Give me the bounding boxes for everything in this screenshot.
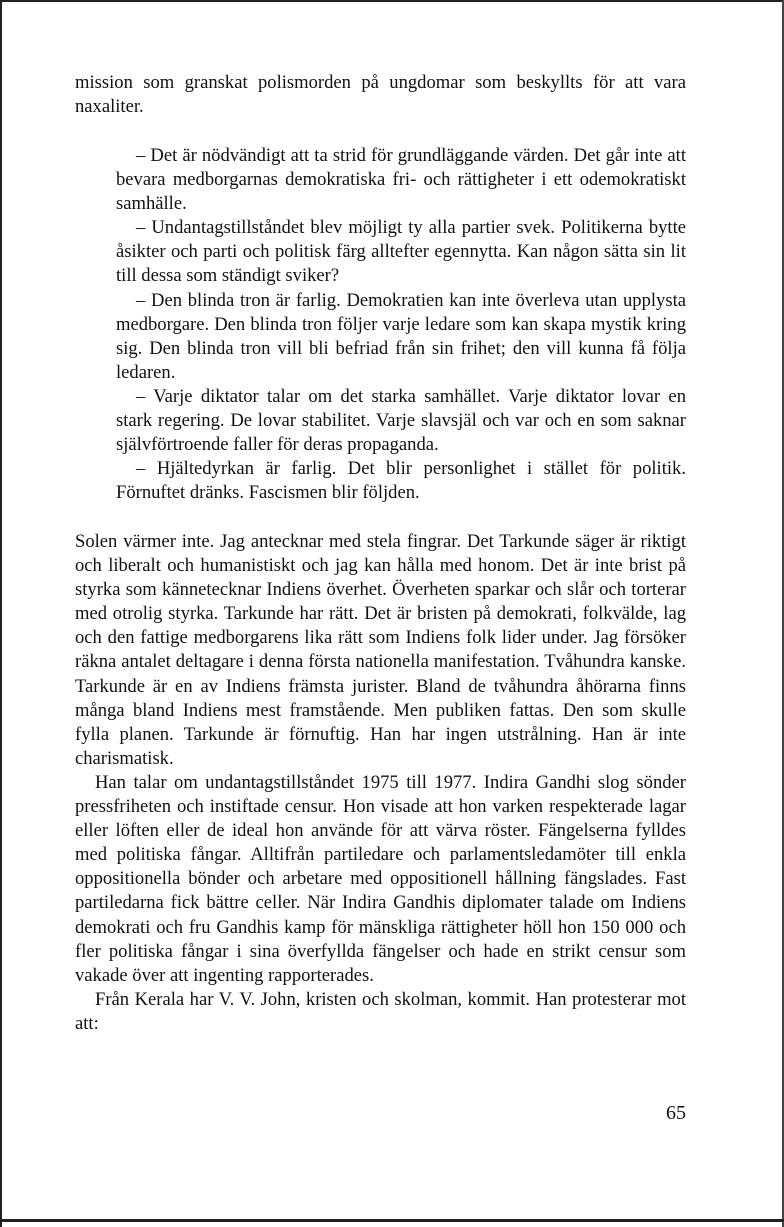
- page-edge-bottom: [0, 1219, 784, 1222]
- quote-paragraph: – Undantagstillståndet blev möjligt ty alla partier svek. Politikerna bytte åsikter och parti och politisk färg alltefter egennytta. Kan någon sätta sin lit till dessa som ständigt sviker?: [116, 217, 686, 287]
- quote-paragraph: – Den blinda tron är farlig. Demokratien kan inte överleva utan upplysta medborgare. Den blinda tron följer varje ledare som kan skapa mystik kring sig. Den blinda tron vill bli befriad från sin frihet; den vill kunna få följa ledaren.: [116, 289, 686, 383]
- body-text-block: [75, 530, 686, 1036]
- quote-paragraph: – Hjältedyrkan är farlig. Det blir personlighet i stället för politik. Förnuftet dränks. Fascismen blir följden.: [116, 458, 686, 504]
- quote-paragraph: – Det är nödvändigt att ta strid för grundläggande värden. Det går inte att bevara medborgarnas demokratiska fri- och rättigheter i ett odemokratiskt samhälle.: [116, 145, 686, 215]
- body-paragraph: Från Kerala har V. V. John, kristen och skolman, kommit. Han protesterar mot att:: [75, 988, 686, 1034]
- page-edge-left: [0, 0, 2, 1227]
- quote-paragraph: – Varje diktator talar om det starka samhället. Varje diktator lovar en stark regering. De lovar stabilitet. Varje slavsjäl och var och en som saknar självförtroende faller för deras propaganda.: [116, 385, 686, 456]
- quote-block: [116, 144, 686, 505]
- page-number: 65: [666, 1102, 686, 1124]
- intro-paragraph-block: [75, 71, 686, 119]
- intro-paragraph: mission som granskat polismorden på ungdomar som beskyllts för att vara naxaliter.: [75, 72, 686, 118]
- body-paragraph: Han talar om undantagstillståndet 1975 till 1977. Indira Gandhi slog sönder pressfriheten och instiftade censur. Hon visade att hon varken respekterade lagar eller löften eller de ideal hon använde för att värva röster. Fängelserna fylldes med politiska fångar. Alltifrån partiledare och parlamentsledamöter till enkla oppositionella bönder och arbetare med oppositionell hållning fängslades. Fast partiledarna fick bättre celler. När Indira Gandhis diplomater talade om Indiens demokrati och fru Gandhis kamp för mänskliga rättigheter höll hon 150 000 och fler politiska fångar i sina överfyllda fängelser och hade en strikt censur som vakade över att ingenting rapporterades.: [75, 771, 686, 986]
- body-paragraph: Solen värmer inte. Jag antecknar med stela fingrar. Det Tarkunde säger är riktigt och liberalt och humanistiskt och jag kan hålla med honom. Det är inte brist på styrka som kännetecknar Indiens överhet. Överheten sparkar och slår och torterar med otrolig styrka. Tarkunde har rätt. Det är bristen på demokrati, folkvälde, lag och den fattige medborgarens lika rätt som Indiens folk lider under. Jag försöker räkna antalet deltagare i denna första nationella manifestation. Tvåhundra kanske. Tarkunde är en av Indiens främsta jurister. Bland de tvåhundra åhörarna finns många bland Indiens mest framstående. Men publiken fattas. Den som skulle fylla planen. Tarkunde är förnuftig. Han har ingen utstrålning. Han är inte charismatisk.: [75, 531, 686, 769]
- page-edge-top: [0, 0, 784, 2]
